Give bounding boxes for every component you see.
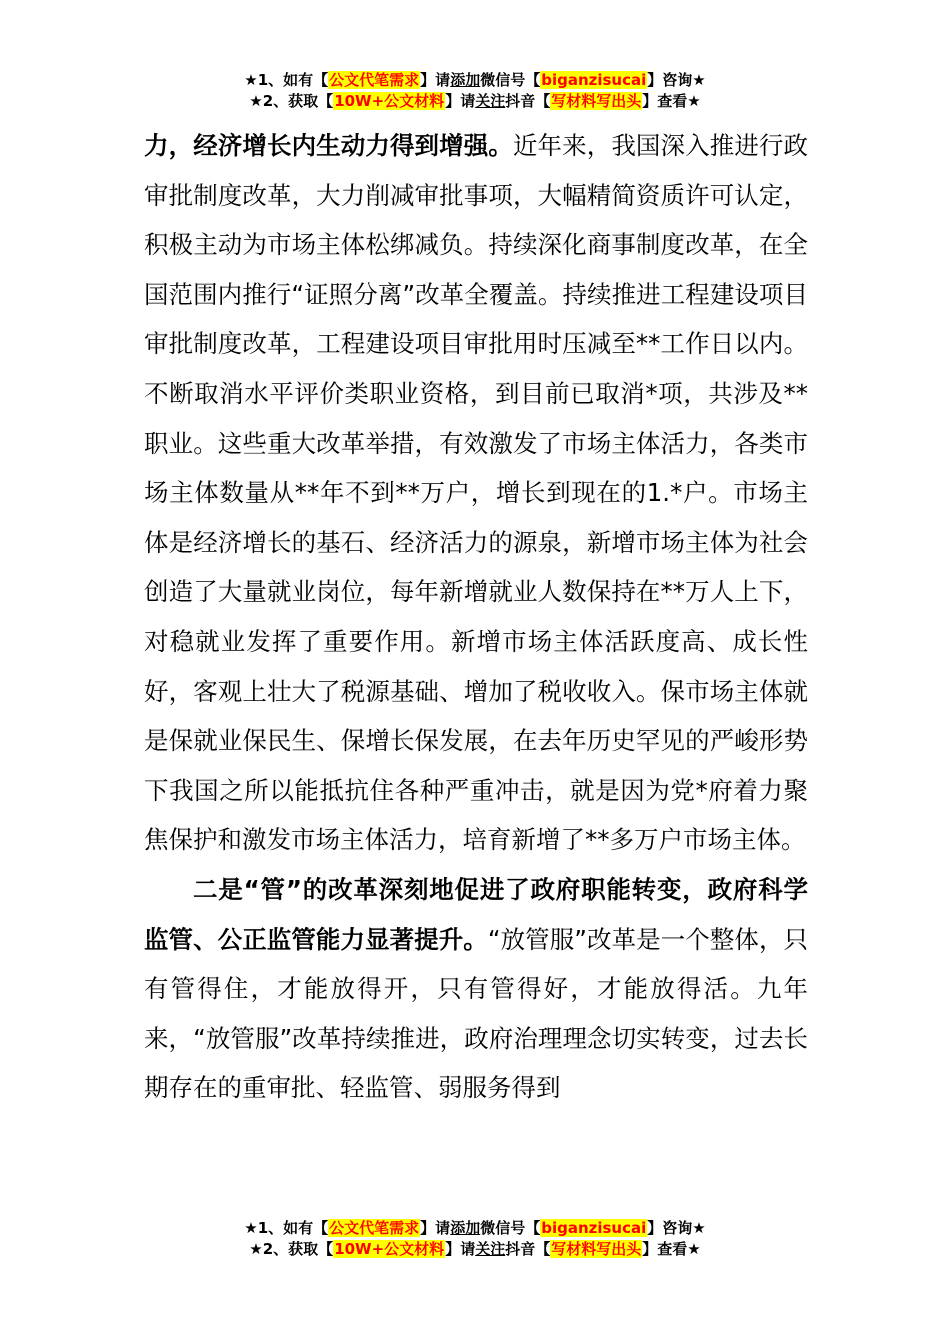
paragraph-2-text: “放管服”改革是一个整体，只有管得住，才能放得开，只有管得好，才能放得活。九年来，“放管服”改革持续推进，政府治理理念切实转变，过去长期存在的重审批、轻监管、弱服务得到 (144, 924, 809, 1103)
banner-highlight-wechat: biganzisucai (541, 1219, 647, 1237)
banner-line-2 (0, 1239, 950, 1260)
banner-highlight-service: 公文代笔需求 (329, 71, 420, 89)
banner-text: 微信号【 (480, 1219, 541, 1237)
document-body (144, 121, 808, 1113)
banner-underline: 添加 (450, 71, 481, 89)
paragraph-2 (144, 865, 808, 1113)
banner-highlight-douyin: 写材料写出头 (551, 1240, 642, 1258)
banner-highlight-douyin: 写材料写出头 (551, 92, 642, 110)
paragraph-2-lead: 二是“管”的改革深刻地促进了政府职能转变，政府科学监管、公正监管能力显著提升。 (144, 874, 808, 954)
banner-text: 】查看★ (642, 92, 701, 110)
banner-text: 】请 (445, 1240, 476, 1258)
banner-line-1 (0, 1218, 950, 1239)
banner-text: 抖音【 (505, 92, 551, 110)
banner-text: ★2、获取【 (249, 92, 334, 110)
banner-highlight-service: 公文代笔需求 (329, 1219, 420, 1237)
bottom-banner (0, 1218, 950, 1260)
banner-text: 】请 (445, 92, 476, 110)
banner-text: 】咨询★ (647, 71, 706, 89)
banner-text: 抖音【 (505, 1240, 551, 1258)
banner-highlight-materials: 10W+公文材料 (334, 1240, 445, 1258)
banner-highlight-materials: 10W+公文材料 (334, 92, 445, 110)
banner-underline: 添加 (450, 1219, 481, 1237)
banner-text: 】查看★ (642, 1240, 701, 1258)
banner-underline: 关注 (475, 1240, 506, 1258)
banner-text: 微信号【 (480, 71, 541, 89)
banner-highlight-wechat: biganzisucai (541, 71, 647, 89)
banner-text: 】请 (420, 71, 451, 89)
paragraph-1 (144, 121, 808, 865)
banner-text: 】咨询★ (647, 1219, 706, 1237)
banner-underline: 关注 (475, 92, 506, 110)
banner-text: ★2、获取【 (249, 1240, 334, 1258)
top-banner (0, 70, 950, 112)
banner-text: 】请 (420, 1219, 451, 1237)
banner-text: ★1、如有【 (244, 1219, 329, 1237)
paragraph-1-lead: 力，经济增长内生动力得到增强。 (144, 131, 513, 160)
banner-line-2 (0, 91, 950, 112)
banner-text: ★1、如有【 (244, 71, 329, 89)
banner-line-1 (0, 70, 950, 91)
paragraph-1-text: 近年来，我国深入推进行政审批制度改革，大力削减审批事项，大幅精简资质许可认定，积极主动为市场主体松绑减负。持续深化商事制度改革，在全国范围内推行“证照分离”改革全覆盖。持续推进工程建设项目审批制度改革，工程建设项目审批用时压减至**工作日以内。不断取消水平评价类职业资格，到目前已取消*项，共涉及**职业。这些重大改革举措，有效激发了市场主体活力，各类市场主体数量从**年不到**万户，增长到现在的1.*户。市场主体是经济增长的基石、经济活力的源泉，新增市场主体为社会创造了大量就业岗位，每年新增就业人数保持在**万人上下，对稳就业发挥了重要作用。新增市场主体活跃度高、成长性好，客观上壮大了税源基础、增加了税收收入。保市场主体就是保就业保民生、保增长保发展，在去年历史罕见的严峻形势下我国之所以能抵抗住各种严重冲击，就是因为党*府着力聚焦保护和激发市场主体活力，培育新增了**多万户市场主体。 (144, 131, 809, 855)
